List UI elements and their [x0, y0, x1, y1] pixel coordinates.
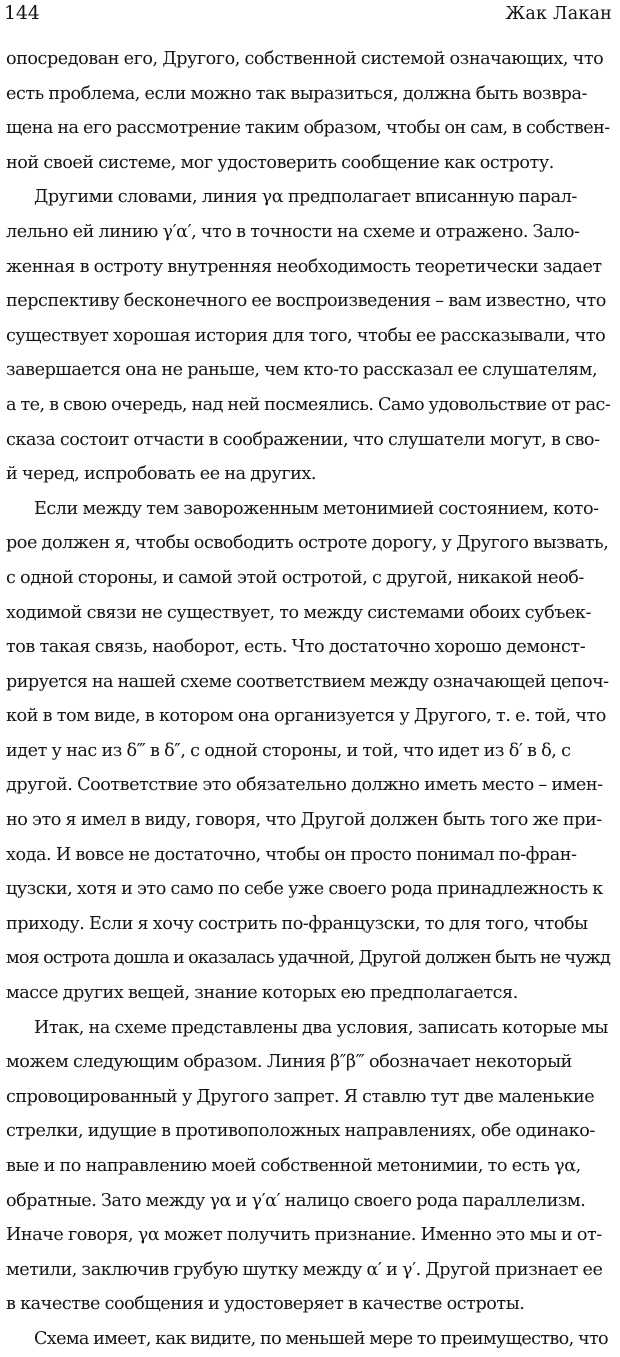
text-line: но это я имел в виду, говоря, что Другой должен быть того же при- — [6, 810, 602, 831]
text-line: женная в остроту внутренняя необходимость теоретически задает — [6, 256, 602, 277]
text-line: существует хорошая история для того, чтобы ее рассказывали, что — [6, 325, 606, 346]
text-line: другой. Соответствие это обязательно должно иметь место – имен- — [6, 775, 603, 796]
text-line: спровоцированный у Другого запрет. Я ставлю тут две маленькие — [6, 1086, 595, 1107]
text-line: цузски, хотя и это само по себе уже своего рода принадлежность к — [6, 879, 603, 900]
text-line: в качестве сообщения и удостоверяет в качестве остроты. — [6, 1294, 525, 1315]
text-line: приходу. Если я хочу сострить по-французски, то для того, чтобы — [6, 913, 588, 934]
text-line: лельно ей линию γ′α′, что в точности на схеме и отражено. Зало- — [6, 221, 580, 242]
text-line: завершается она не раньше, чем кто-то рассказал ее слушателям, — [6, 360, 598, 381]
text-line: моя острота дошла и оказалась удачной, Другой должен быть не чужд — [6, 948, 611, 969]
text-line: ходимой связи не существует, то между системами обоих субъек- — [6, 602, 591, 623]
text-line: метили, заключив грубую шутку между α′ и γ′. Другой признает ее — [6, 1259, 603, 1280]
text-line: кой в том виде, в котором она организуется у Другого, т. е. той, что — [6, 706, 606, 727]
text-line: перспективу бесконечного ее воспроизведения – вам известно, что — [6, 291, 606, 312]
text-line: есть проблема, если можно так выразиться, должна быть возвра- — [6, 83, 588, 104]
text-line: й черед, испробовать ее на других. — [6, 464, 317, 485]
text-line: ной своей системе, мог удостоверить сообщение как остроту. — [6, 152, 554, 173]
text-line: Если между тем завороженным метонимией состоянием, кото- — [34, 498, 599, 519]
text-line: обратные. Зато между γα и γ′α′ налицо своего рода параллелизм. — [6, 1190, 586, 1211]
text-line: Итак, на схеме представлены два условия, записать которые мы — [34, 1017, 608, 1038]
text-line: вые и по направлению моей собственной метонимии, то есть γα, — [6, 1156, 581, 1176]
text-line: рируется на нашей схеме соответствием между означающей цепоч- — [6, 671, 609, 692]
body-text — [6, 42, 612, 1357]
text-line: сказа состоит отчасти в соображении, что слушатели могут, в сво- — [6, 429, 600, 450]
text-line: стрелки, идущие в противоположных направлениях, обе одинако- — [6, 1121, 595, 1142]
text-line: Схема имеет, как видите, по меньшей мере то преимущество, что — [34, 1328, 609, 1349]
running-head: Жак Лакан — [505, 4, 612, 24]
page-number: 144 — [4, 2, 40, 24]
text-line: идет у нас из δ‴ в δ″, с одной стороны, и той, что идет из δ′ в δ, с — [6, 740, 571, 761]
text-line: Иначе говоря, γα может получить признание. Именно это мы и от- — [6, 1225, 602, 1246]
text-line: массе других вещей, знание которых ею предполагается. — [6, 983, 518, 1004]
text-line: опосредован его, Другого, собственной системой означающих, что — [6, 49, 604, 69]
text-line: рое должен я, чтобы освободить остроте дорогу, у Другого вызвать, — [6, 533, 609, 554]
text-line: Другими словами, линия γα предполагает вписанную парал- — [34, 187, 577, 208]
text-line: тов такая связь, наоборот, есть. Что достаточно хорошо демонст- — [6, 637, 586, 658]
text-line: можем следующим образом. Линия β″β‴ обозначает некоторый — [6, 1052, 572, 1073]
text-line: а те, в свою очередь, над ней посмеялись. Само удовольствие от рас- — [6, 394, 611, 415]
text-line: щена на его рассмотрение таким образом, чтобы он сам, в собствен- — [6, 118, 610, 139]
text-line: с одной стороны, и самой этой остротой, с другой, никакой необ- — [6, 567, 584, 588]
text-line: хода. И вовсе не достаточно, чтобы он просто понимал по-фран- — [6, 844, 577, 865]
